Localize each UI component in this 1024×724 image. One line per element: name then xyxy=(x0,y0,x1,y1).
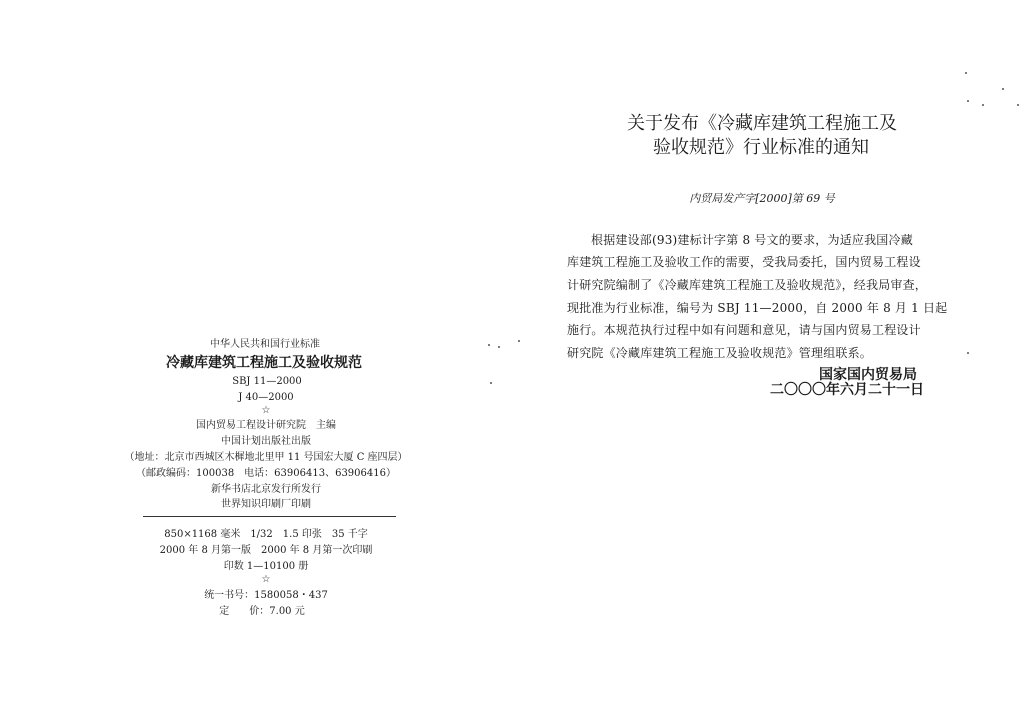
format-specs: 850×1168 毫米 1/32 1.5 印张 35 千字 xyxy=(164,529,368,540)
publisher: 中国计划出版社出版 xyxy=(221,436,311,447)
scan-speck xyxy=(488,344,490,346)
scan-speck xyxy=(1002,88,1004,90)
body-line-2: 库建筑工程施工及验收工作的需要，受我局委托，国内贸易工程设 xyxy=(567,255,921,269)
distributor: 新华书店北京发行所发行 xyxy=(211,484,321,495)
body-line-6: 研究院《冷藏库建筑工程施工及验收规范》管理组联系。 xyxy=(567,346,873,360)
printer: 世界知识印刷厂印刷 xyxy=(221,499,311,510)
standard-title: 冷藏库建筑工程施工及验收规范 xyxy=(166,355,362,371)
unified-book-number: 统一书号：1580058・437 xyxy=(204,590,328,601)
body-line-3: 计研究院编制了《冷藏库建筑工程施工及验收规范》，经我局审查， xyxy=(567,278,928,292)
star-ornament: ☆ xyxy=(261,405,271,416)
star-ornament-2: ☆ xyxy=(261,574,271,585)
divider-line xyxy=(143,516,396,517)
scan-speck xyxy=(967,100,969,102)
chief-editor: 国内贸易工程设计研究院 主编 xyxy=(196,420,336,431)
body-line-1: 根据建设部(93)建标计字第 8 号文的要求，为适应我国冷藏 xyxy=(591,233,913,247)
document-number: 内贸局发产字[2000]第 69 号 xyxy=(689,192,835,205)
scan-speck xyxy=(498,346,500,348)
scan-speck xyxy=(518,340,520,342)
scan-speck xyxy=(967,352,969,354)
notice-title-line-2: 验收规范》行业标准的通知 xyxy=(653,137,869,158)
notice-page xyxy=(512,0,1024,724)
scan-speck xyxy=(1017,104,1019,106)
print-run: 印数 1—10100 册 xyxy=(223,561,309,572)
publisher-address: （地址：北京市西城区木樨地北里甲 11 号国宏大厦 C 座四层） xyxy=(124,452,408,463)
scan-speck xyxy=(982,104,984,106)
issuing-authority: 国家国内贸易局 xyxy=(819,367,917,383)
issue-date: 二〇〇〇年六月二十一日 xyxy=(770,382,924,398)
scan-speck xyxy=(490,382,492,384)
record-number: J 40—2000 xyxy=(238,392,294,403)
body-line-4: 现批准为行业标准，编号为 SBJ 11—2000，自 2000 年 8 月 1 日起 xyxy=(567,301,948,315)
edition-info: 2000 年 8 月第一版 2000 年 8 月第一次印刷 xyxy=(159,545,373,556)
notice-title-line-1: 关于发布《冷藏库建筑工程施工及 xyxy=(627,113,897,134)
postal-contact: （邮政编码：100038 电话：63906413、63906416） xyxy=(136,468,396,479)
price: 定 价：7.00 元 xyxy=(219,606,305,617)
standard-series-label: 中华人民共和国行业标准 xyxy=(210,339,320,350)
standard-code: SBJ 11—2000 xyxy=(232,376,302,387)
scan-speck xyxy=(965,72,967,74)
body-line-5: 施行。本规范执行过程中如有问题和意见，请与国内贸易工程设计 xyxy=(567,323,921,337)
